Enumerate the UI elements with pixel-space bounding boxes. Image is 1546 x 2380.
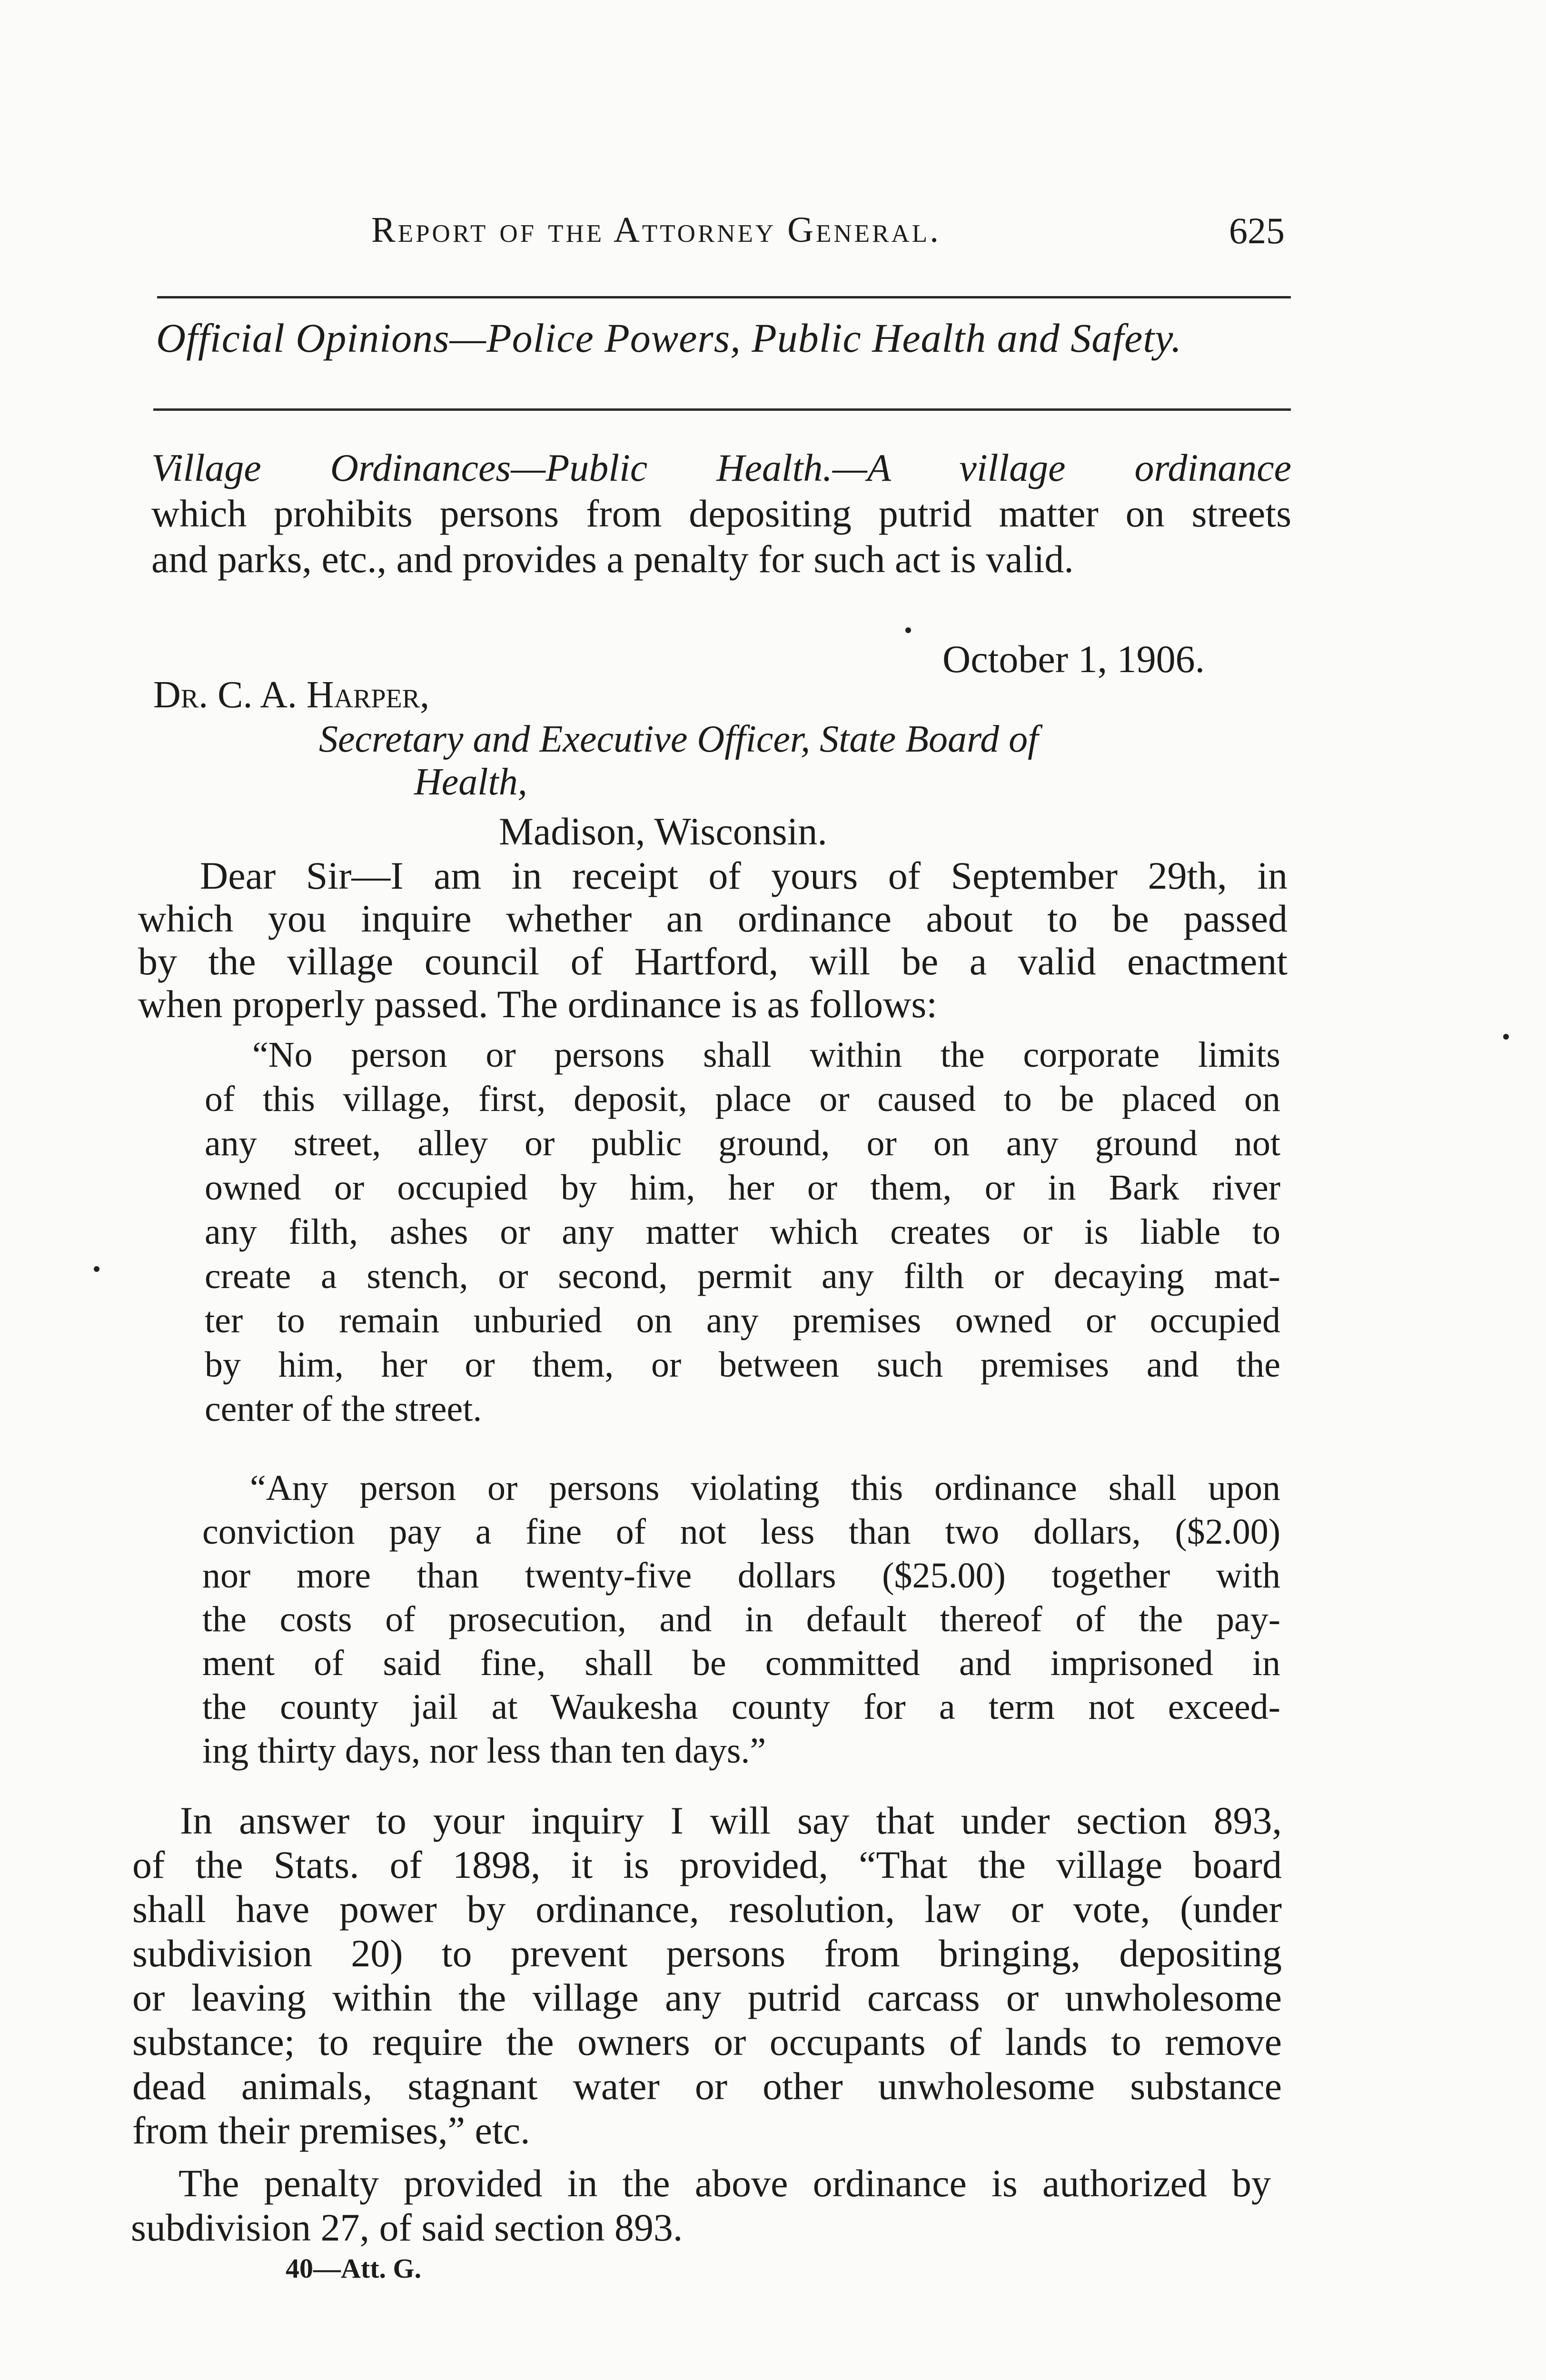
opening-line: when properly passed. The ordinance is as follows:	[138, 982, 938, 1026]
opening-line: Dear Sir—I am in receipt of yours of September 29th, in	[200, 854, 1288, 897]
header-rule-bottom	[153, 408, 1291, 411]
answer-line: of the Stats. of 1898, it is provided, “That the village board	[132, 1843, 1282, 1886]
quote-line: any filth, ashes or any matter which creates or is liable to	[205, 1212, 1280, 1252]
quote-line: of this village, first, deposit, place or caused to be placed on	[205, 1079, 1280, 1119]
quote-line: ter to remain unburied on any premises owned or occupied	[205, 1300, 1280, 1340]
opening-line: which you inquire whether an ordinance about to be passed	[138, 897, 1288, 940]
quote-line: by him, her or them, or between such premises and the	[205, 1345, 1280, 1385]
quote-line: the costs of prosecution, and in default thereof of the pay-	[202, 1599, 1280, 1639]
quote-line: “No person or persons shall within the corporate limits	[252, 1035, 1280, 1075]
answer-line: In answer to your inquiry I will say that under section 893,	[180, 1799, 1282, 1842]
letter-date: October 1, 1906.	[942, 637, 1205, 681]
addressee-city: Madison, Wisconsin.	[499, 810, 827, 853]
ordinance-quote-first	[205, 1033, 1280, 1431]
header-rule-top	[157, 296, 1291, 298]
penalty-line: subdivision 27, of said section 893.	[131, 2206, 683, 2249]
ink-speck	[1503, 1034, 1509, 1040]
answer-line: substance; to require the owners or occupants of lands to remove	[132, 2020, 1282, 2063]
addressee-title-continued: Health,	[414, 761, 527, 803]
quote-line: “Any person or persons violating this ordinance shall upon	[250, 1468, 1280, 1508]
answer-line: dead animals, stagnant water or other unwholesome substance	[132, 2064, 1282, 2108]
syllabus-line: Village Ordinances—Public Health.—A village ordinance	[151, 446, 1291, 489]
penalty-paragraph	[131, 2161, 1271, 2250]
quote-line: owned or occupied by him, her or them, or in Bark river	[205, 1168, 1280, 1208]
syllabus-line: and parks, etc., and provides a penalty for such act is valid.	[151, 537, 1074, 581]
page-number: 625	[1229, 210, 1285, 251]
answer-line: or leaving within the village any putrid carcass or unwholesome	[132, 1976, 1282, 2019]
quote-line: center of the street.	[205, 1389, 482, 1429]
penalty-line: The penalty provided in the above ordinance is authorized by	[178, 2162, 1271, 2205]
quote-line: conviction pay a fine of not less than two dollars, ($2.00)	[202, 1512, 1280, 1552]
quote-line: ment of said fine, shall be committed and imprisoned in	[202, 1643, 1280, 1683]
ordinance-quote-second	[202, 1466, 1280, 1773]
quote-line: the county jail at Waukesha county for a term not exceed-	[202, 1687, 1280, 1727]
addressee-name: Dr. C. A. Harper,	[153, 674, 430, 716]
answer-line: shall have power by ordinance, resolution, law or vote, (under	[132, 1887, 1282, 1931]
addressee-title: Secretary and Executive Officer, State Board of	[319, 718, 1039, 760]
quote-line: any street, alley or public ground, or on any ground not	[205, 1123, 1280, 1163]
quote-line: nor more than twenty-five dollars ($25.00) together with	[202, 1556, 1280, 1596]
letter-opening	[138, 854, 1288, 1026]
syllabus	[151, 445, 1291, 582]
section-title: Official Opinions—Police Powers, Public Health and Safety.	[156, 315, 1182, 361]
ink-speck	[905, 627, 911, 633]
answer-line: subdivision 20) to prevent persons from bringing, depositing	[132, 1932, 1282, 1975]
opening-line: by the village council of Hartford, will be a valid enactment	[138, 940, 1288, 983]
signature-mark: 40—Att. G.	[286, 2253, 422, 2284]
answer-line: from their premises,” etc.	[132, 2109, 530, 2152]
ink-speck	[94, 1266, 99, 1272]
quote-line: create a stench, or second, permit any filth or decaying mat-	[205, 1256, 1280, 1296]
answer-paragraph	[132, 1798, 1282, 2152]
running-head: Report of the Attorney General.	[371, 210, 941, 250]
syllabus-line: which prohibits persons from depositing putrid matter on streets	[151, 492, 1291, 535]
quote-line: ing thirty days, nor less than ten days.”	[202, 1731, 766, 1771]
